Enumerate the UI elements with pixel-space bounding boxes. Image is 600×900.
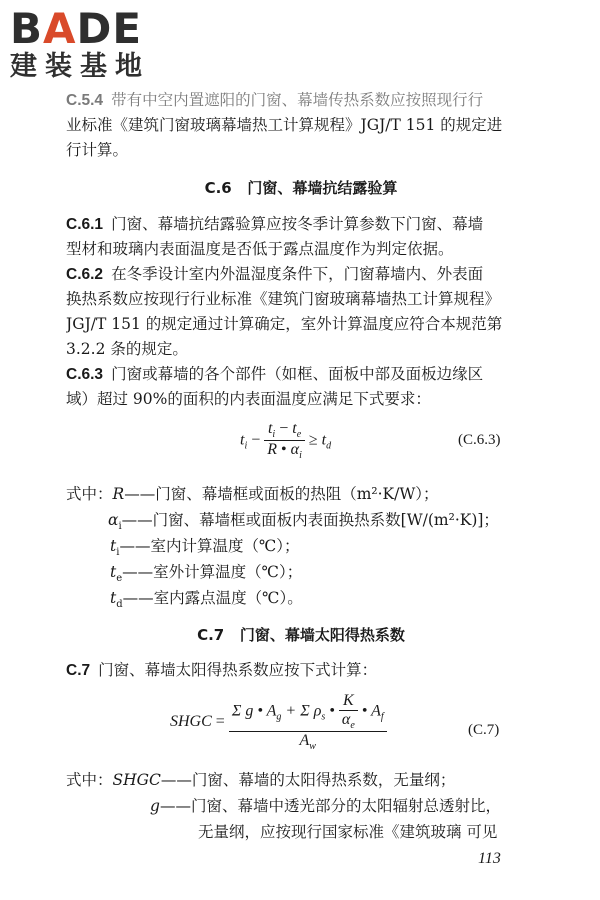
clause-c62-line4: 3.2.2 条的规定。: [66, 340, 188, 358]
clause-c54-line3: 行计算。: [66, 141, 129, 159]
equation-c7-inner-fraction: $\frac{K}{\alpha_e}$: [339, 692, 358, 731]
defs-c7-row-g-cont: 无量纲，应按现行国家标准《建筑玻璃 可见: [198, 823, 498, 841]
defs-c63-row-te: $t_e——$室外计算温度（℃）；: [110, 563, 303, 585]
section-c7-heading: C.7 门窗、幕墙太阳得热系数: [197, 626, 405, 644]
equation-c63-label: (C.6.3): [458, 432, 501, 448]
defs-c7-row-shgc: 式中：SHGC——门窗、幕墙的太阳得热系数，无量纲；: [66, 771, 456, 789]
clause-c62-line3: JGJ/T 151 的规定通过计算确定，室外计算温度应符合本规范第: [66, 315, 503, 333]
equation-c7-fraction: Σ g • $A_g + \Sigma$ $\rho_s$ • $\frac{K}{\alpha_e}$ • $A_f$ $A_w$: [229, 692, 387, 752]
page-number: 113: [478, 850, 501, 867]
logo-subtitle: 建装基地: [10, 51, 150, 82]
defs-c63-row-ti: $t_i——$室内计算温度（℃）；: [110, 537, 300, 559]
defs-c63-row-r: 式中：R——门窗、幕墙框或面板的热阻（m²·K/W）；: [66, 485, 439, 503]
defs-c7-row-g: g——门窗、幕墙中透光部分的太阳辐射总透射比，: [150, 797, 501, 815]
clause-c7-line1: C.7 门窗、幕墙太阳得热系数应按下式计算：: [66, 661, 378, 679]
equation-c7: SHGC = Σ g • $A_g + \Sigma$ $\rho_s$ • $\frac{K}{\alpha_e}$ • $A_f$ $A_w$: [170, 692, 387, 752]
clause-c62-line2: 换热系数应按现行行业标准《建筑门窗玻璃幕墙热工计算规程》: [66, 290, 501, 308]
clause-c61-line2: 型材和玻璃内表面温度是否低于露点温度作为判定依据。: [66, 240, 454, 258]
equation-c63-fraction: $\frac{t_i - t_e}{R • \alpha_i}$: [264, 420, 305, 461]
defs-c63-row-td: $t_d——$室内露点温度（℃）。: [110, 589, 303, 611]
equation-c63: $t_i$ − $\frac{t_i - t_e}{R • \alpha_i}$ ≥ $t_d$: [240, 420, 332, 462]
clause-c62-line1: C.6.2 在冬季设计室内外温湿度条件下，门窗幕墙内、外表面: [66, 265, 484, 283]
clause-c63-line2: 域）超过 90%的面积的内表面温度应满足下式要求：: [66, 390, 431, 408]
clause-c63-line1: C.6.3 门窗或幕墙的各个部件（如框、面板中部及面板边缘区: [66, 365, 484, 383]
equation-c7-label: (C.7): [468, 722, 500, 738]
clause-c61-line1: C.6.1 门窗、幕墙抗结露验算应按冬季计算参数下门窗、幕墙: [66, 215, 484, 233]
bade-logo: [10, 6, 190, 84]
defs-c63-row-alpha: $\alpha_i——$门窗、幕墙框或面板内表面换热系数[W/(m²·K)]；: [108, 511, 499, 533]
section-c6-heading: C.6 门窗、幕墙抗结露验算: [204, 179, 398, 197]
logo-wordmark: BADE: [10, 4, 143, 53]
clause-c54-line1: C.5.4 带有中空内置遮阳的门窗、幕墙传热系数应按照现行行: [66, 91, 484, 109]
clause-c54-line2: 业标准《建筑门窗玻璃幕墙热工计算规程》JGJ/T 151 的规定进: [66, 116, 503, 134]
